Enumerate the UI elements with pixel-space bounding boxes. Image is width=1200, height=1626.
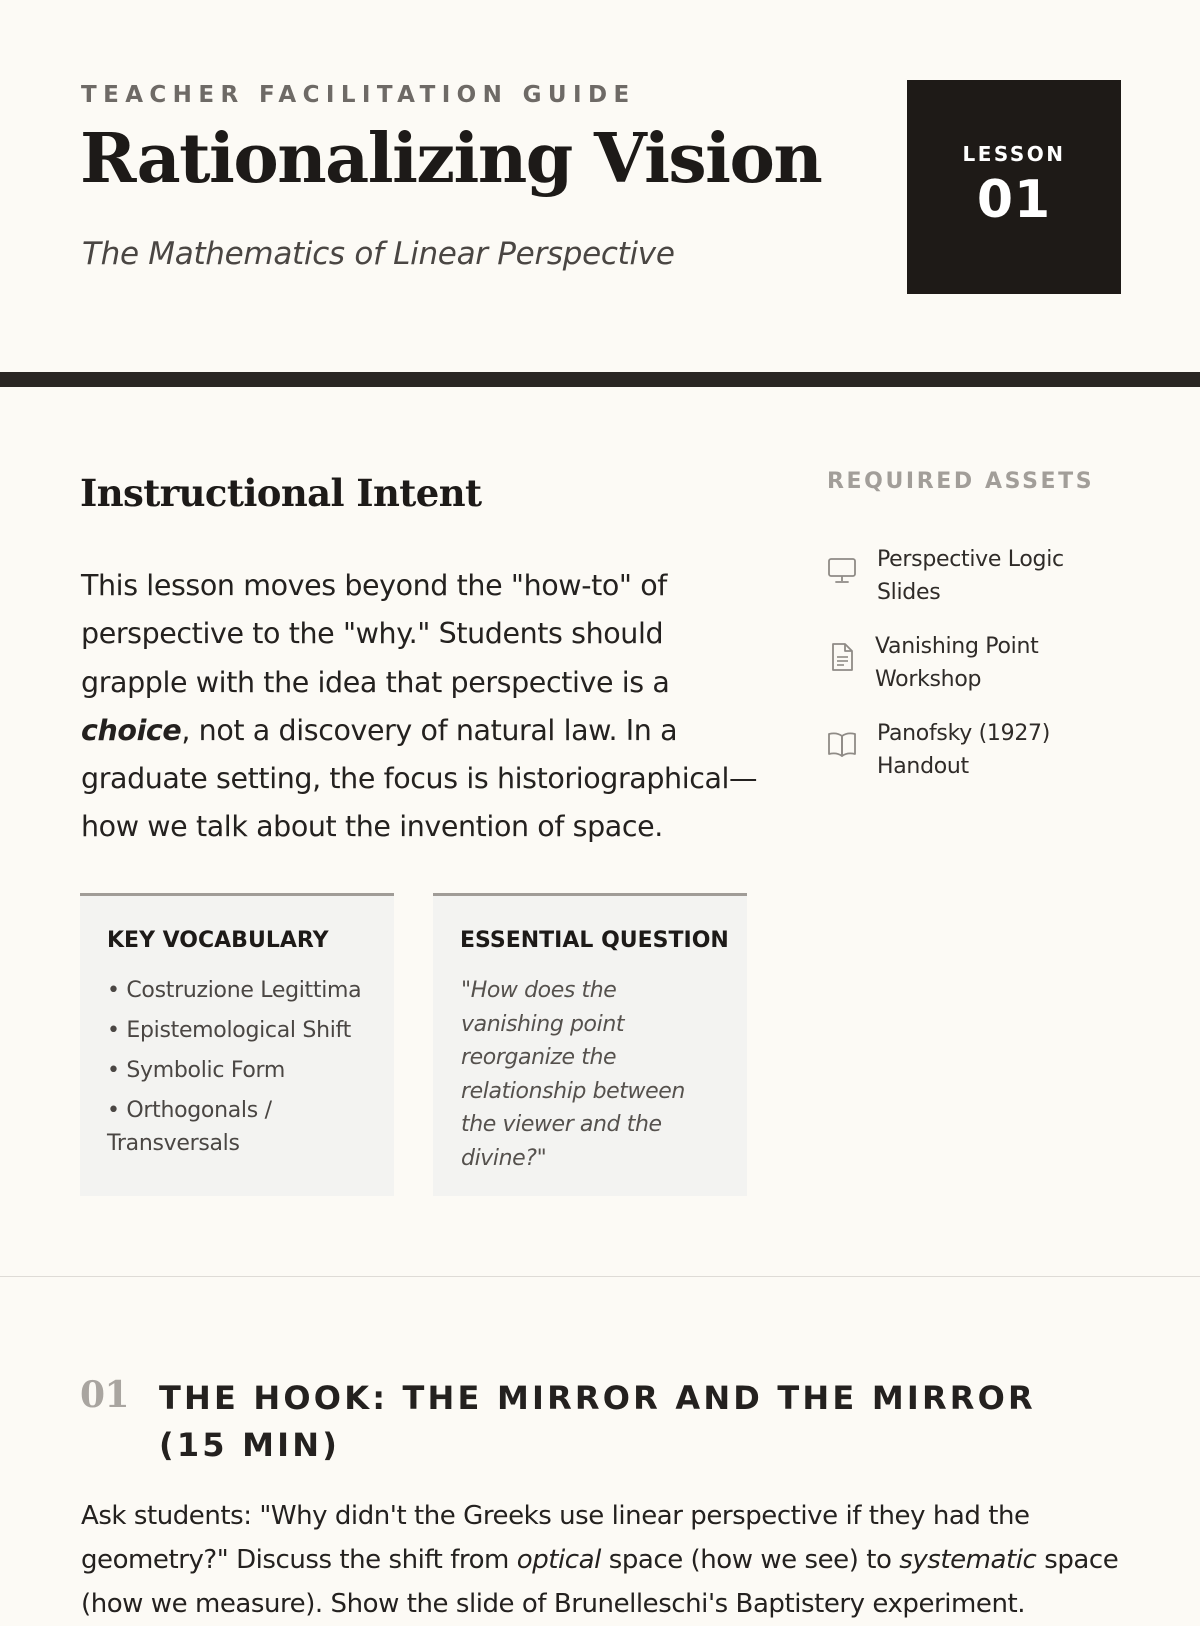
vocabulary-title: KEY VOCABULARY: [107, 928, 329, 953]
step-body: [81, 1494, 1121, 1626]
asset-label: Perspective Logic Slides: [877, 547, 1064, 605]
step-body-text-2: space (how we see) to: [600, 1545, 900, 1575]
asset-label: Vanishing Point Workshop: [875, 634, 1039, 692]
intent-heading: Instructional Intent: [80, 471, 482, 515]
lesson-badge: [907, 80, 1121, 294]
document-icon: [827, 642, 857, 672]
lesson-number: 01: [976, 170, 1052, 230]
intent-body-emphasis: choice: [81, 713, 182, 747]
vocabulary-list: [107, 974, 387, 1167]
intent-body: [81, 562, 761, 852]
header-divider: [0, 372, 1200, 387]
essential-question-card: [433, 893, 747, 1196]
asset-panofsky-handout[interactable]: [827, 717, 1127, 787]
section-divider: [0, 1276, 1200, 1277]
key-vocabulary-card: [80, 893, 394, 1196]
step-body-text-1: Ask students: "Why didn't the Greeks use linear perspective if they had the geometry?" Discuss the shift from: [81, 1501, 1030, 1575]
intent-body-text-1: This lesson moves beyond the "how-to" of perspective to the "why." Students should grapple with the idea that perspective is a: [81, 569, 670, 699]
page-subtitle: The Mathematics of Linear Perspective: [82, 236, 675, 272]
monitor-icon: [827, 555, 857, 585]
vocabulary-item: • Epistemological Shift: [107, 1014, 387, 1047]
book-icon: [827, 729, 857, 759]
step-body-emphasis-systematic: systematic: [899, 1545, 1037, 1575]
vocabulary-item: • Symbolic Form: [107, 1054, 387, 1087]
page-header: [0, 0, 1200, 372]
step-number: 01: [80, 1374, 130, 1416]
asset-vanishing-workshop[interactable]: [827, 630, 1127, 700]
asset-perspective-slides[interactable]: [827, 543, 1127, 613]
step-title: THE HOOK: THE MIRROR AND THE MIRROR (15 MIN): [159, 1379, 1036, 1464]
vocabulary-item: • Costruzione Legittima: [107, 974, 387, 1007]
essential-question-title: ESSENTIAL QUESTION: [460, 928, 729, 953]
step-body-text-3: space (how we measure). Show the slide of Brunelleschi's Baptistery experiment.: [81, 1545, 1119, 1619]
required-assets-heading: REQUIRED ASSETS: [827, 469, 1095, 494]
guide-eyebrow: TEACHER FACILITATION GUIDE: [81, 82, 636, 108]
page-title: Rationalizing Vision: [80, 119, 822, 199]
intent-body-text-2: , not a discovery of natural law. In a graduate setting, the focus is historiographical—how we talk about the invention of space.: [81, 713, 758, 844]
step-body-emphasis-optical: optical: [516, 1545, 601, 1575]
lesson-label: LESSON: [962, 142, 1066, 166]
vocabulary-item: • Orthogonals / Transversals: [107, 1094, 387, 1160]
essential-question-text: "How does the vanishing point reorganize the relationship between the viewer and the divine?": [461, 978, 685, 1171]
asset-label: Panofsky (1927) Handout: [877, 721, 1050, 779]
